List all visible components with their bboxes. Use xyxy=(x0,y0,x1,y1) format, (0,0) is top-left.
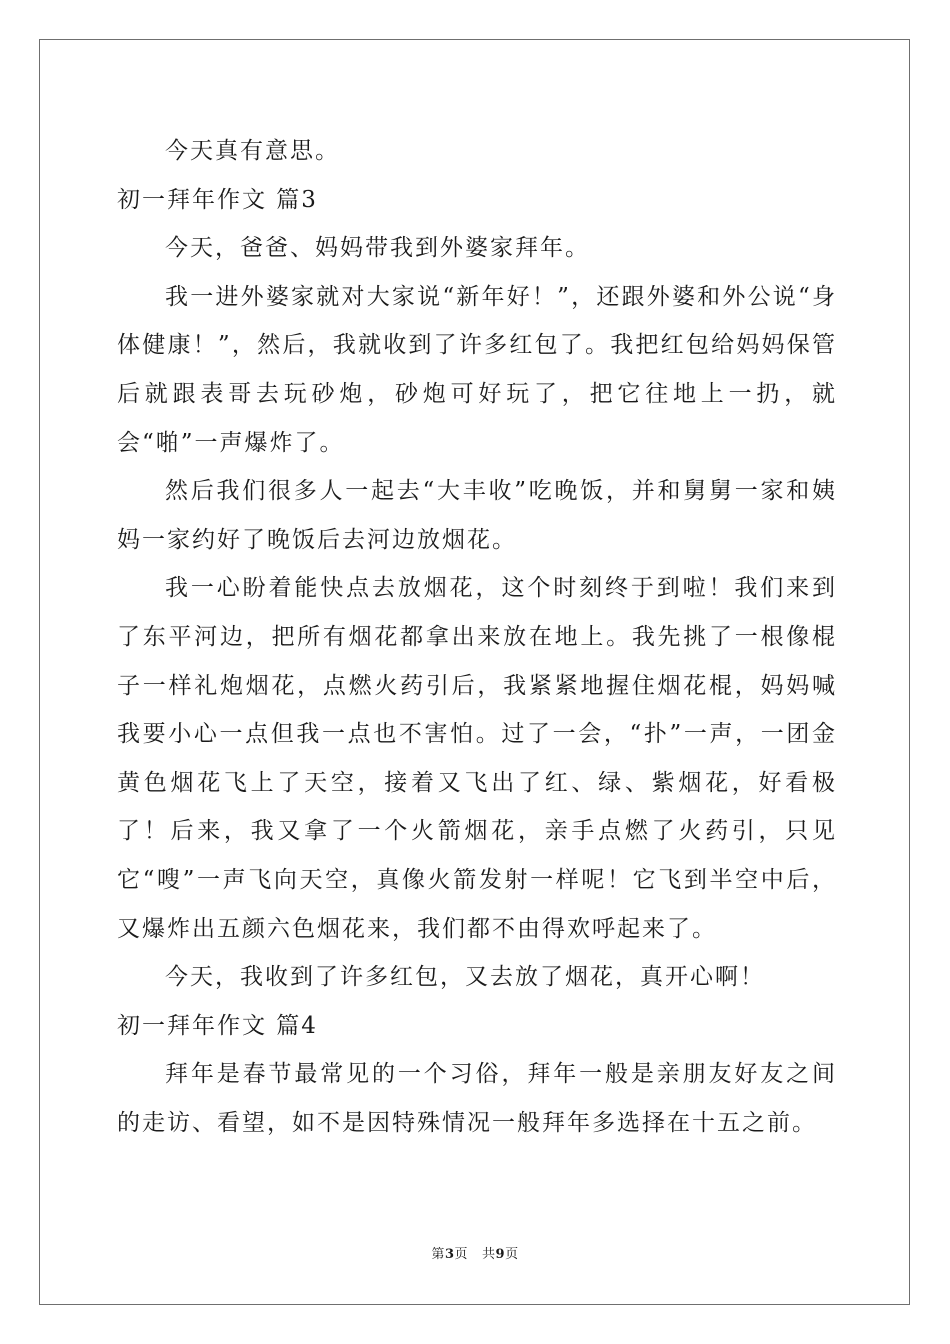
paragraph: 今天，我收到了许多红包，又去放了烟花，真开心啊！ xyxy=(165,964,765,991)
page-footer xyxy=(0,1246,950,1264)
paragraph: 拜年是春节最常见的一个习俗，拜年一般是亲朋友好友之间的走访、看望，如不是因特殊情况一般拜年多选择在十五之前。 xyxy=(117,1061,837,1136)
section-heading: 初一拜年作文 篇4 xyxy=(117,1012,318,1039)
paragraph: 今天，爸爸、妈妈带我到外婆家拜年。 xyxy=(165,235,590,262)
total-prefix: 共 xyxy=(482,1247,496,1262)
section-heading: 初一拜年作文 篇3 xyxy=(117,186,318,213)
paragraph: 今天真有意思。 xyxy=(165,138,340,164)
page-prefix: 第 xyxy=(431,1247,445,1262)
page-suffix: 页 xyxy=(454,1247,468,1262)
paragraph: 我一心盼着能快点去放烟花，这个时刻终于到啦！我们来到了东平河边，把所有烟花都拿出来放在地上。我先挑了一根像棍子一样礼炮烟花，点燃火药引后，我紧紧地握住烟花棍，妈妈喊我要小心一点但我一点也不害怕。过了一会，“扑”一声，一团金黄色烟花飞上了天空，接着又飞出了红、绿、紫烟花，好看极了！后来，我又拿了一个火箭烟花，亲手点燃了火药引，只见它“嗖”一声飞向天空，真像火箭发射一样呢！它飞到半空中后，又爆炸出五颜六色烟花来，我们都不由得欢呼起来了。 xyxy=(117,575,837,942)
document-body xyxy=(117,127,837,1147)
current-page-number: 3 xyxy=(444,1247,455,1262)
paragraph: 我一进外婆家就对大家说“新年好！”，还跟外婆和外公说“身体健康！”，然后，我就收到了许多红包了。我把红包给妈妈保管后就跟表哥去玩砂炮，砂炮可好玩了，把它往地上一扔，就会“啪”一声爆炸了。 xyxy=(117,283,837,456)
total-suffix: 页 xyxy=(505,1247,519,1262)
paragraph: 然后我们很多人一起去“大丰收”吃晚饭，并和舅舅一家和姨妈一家约好了晚饭后去河边放烟花。 xyxy=(117,478,837,553)
total-page-count: 9 xyxy=(495,1247,506,1262)
